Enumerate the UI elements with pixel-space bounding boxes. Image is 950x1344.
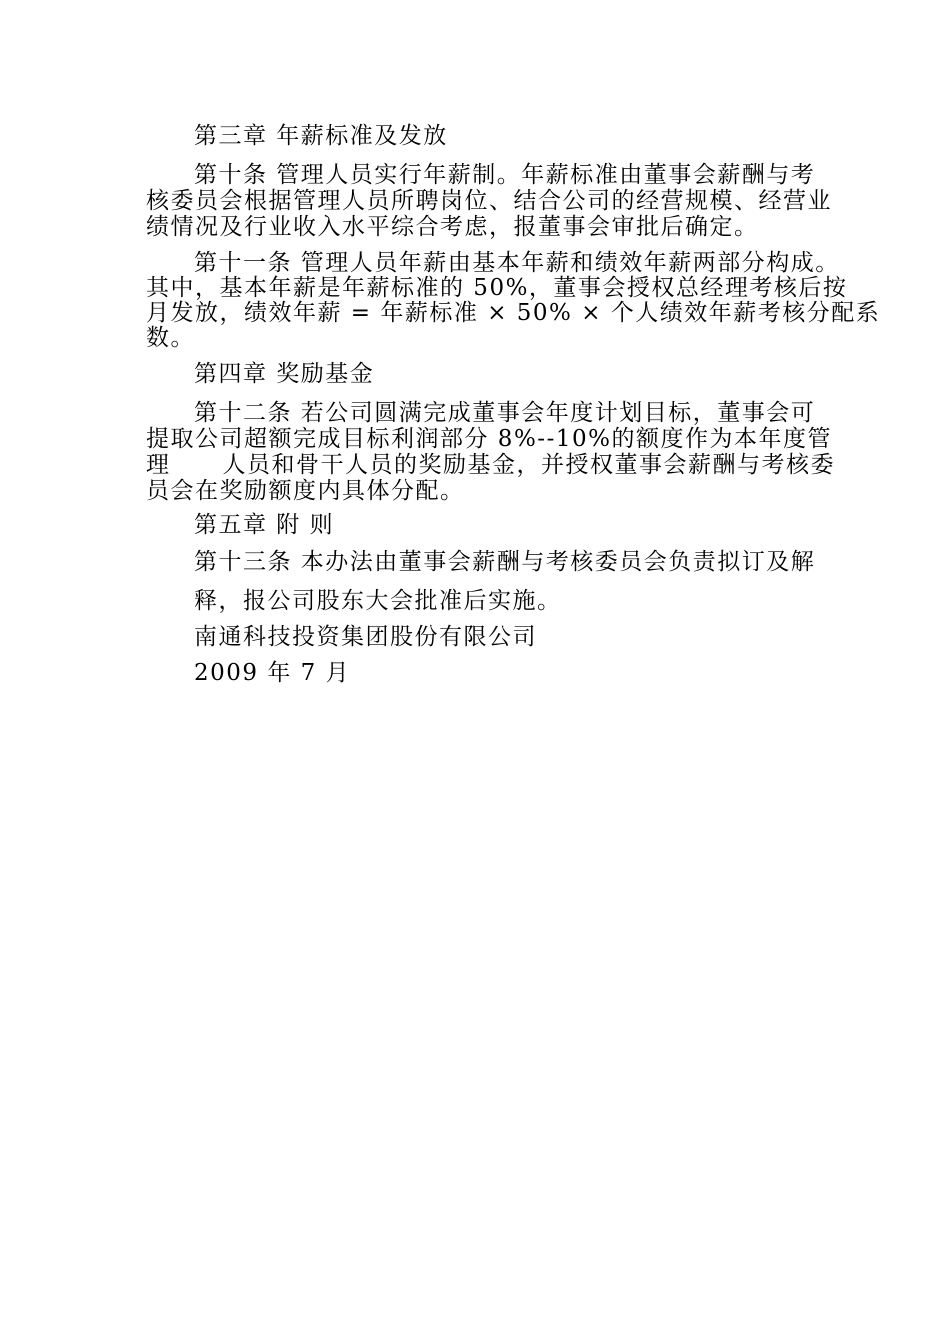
document-date: 2009 年 7 月 (194, 660, 351, 686)
chapter-3-heading: 第三章 年薪标准及发放 (194, 123, 448, 149)
article-12-line-3 (146, 452, 835, 478)
article-11-line-3: 月发放，绩效年薪 = 年薪标准 × 50% × 个人绩效年薪考核分配系 (146, 300, 881, 326)
article-12-line-2: 提取公司超额完成目标利润部分 8%--10%的额度作为本年度管 (146, 426, 832, 452)
article-10-line-1: 第十条 管理人员实行年薪制。年薪标准由董事会薪酬与考 (194, 162, 816, 188)
company-name: 南通科技投资集团股份有限公司 (194, 624, 537, 650)
article-12-line-3-start: 理 (146, 452, 171, 478)
article-13-line-1: 第十三条 本办法由董事会薪酬与考核委员会负责拟订及解 (194, 549, 816, 575)
article-10-line-2: 核委员会根据管理人员所聘岗位、结合公司的经营规模、经营业 (146, 188, 832, 214)
article-11-line-2: 其中，基本年薪是年薪标准的 50%，董事会授权总经理考核后按 (146, 275, 848, 301)
article-11-line-4: 数。 (146, 325, 195, 351)
article-11-line-1: 第十一条 管理人员年薪由基本年薪和绩效年薪两部分构成。 (194, 250, 840, 276)
article-12-line-3-rest: 人员和骨干人员的奖励基金，并授权董事会薪酬与考核委 (222, 452, 835, 478)
chapter-4-heading: 第四章 奖励基金 (194, 361, 375, 387)
article-13-line-2: 释，报公司股东大会批准后实施。 (194, 588, 562, 614)
article-12-line-1: 第十二条 若公司圆满完成董事会年度计划目标，董事会可 (194, 400, 816, 426)
article-12-line-4: 员会在奖励额度内具体分配。 (146, 478, 465, 504)
chapter-5-heading: 第五章 附 则 (194, 512, 335, 538)
article-10-line-3: 绩情况及行业收入水平综合考虑，报董事会审批后确定。 (146, 214, 759, 240)
